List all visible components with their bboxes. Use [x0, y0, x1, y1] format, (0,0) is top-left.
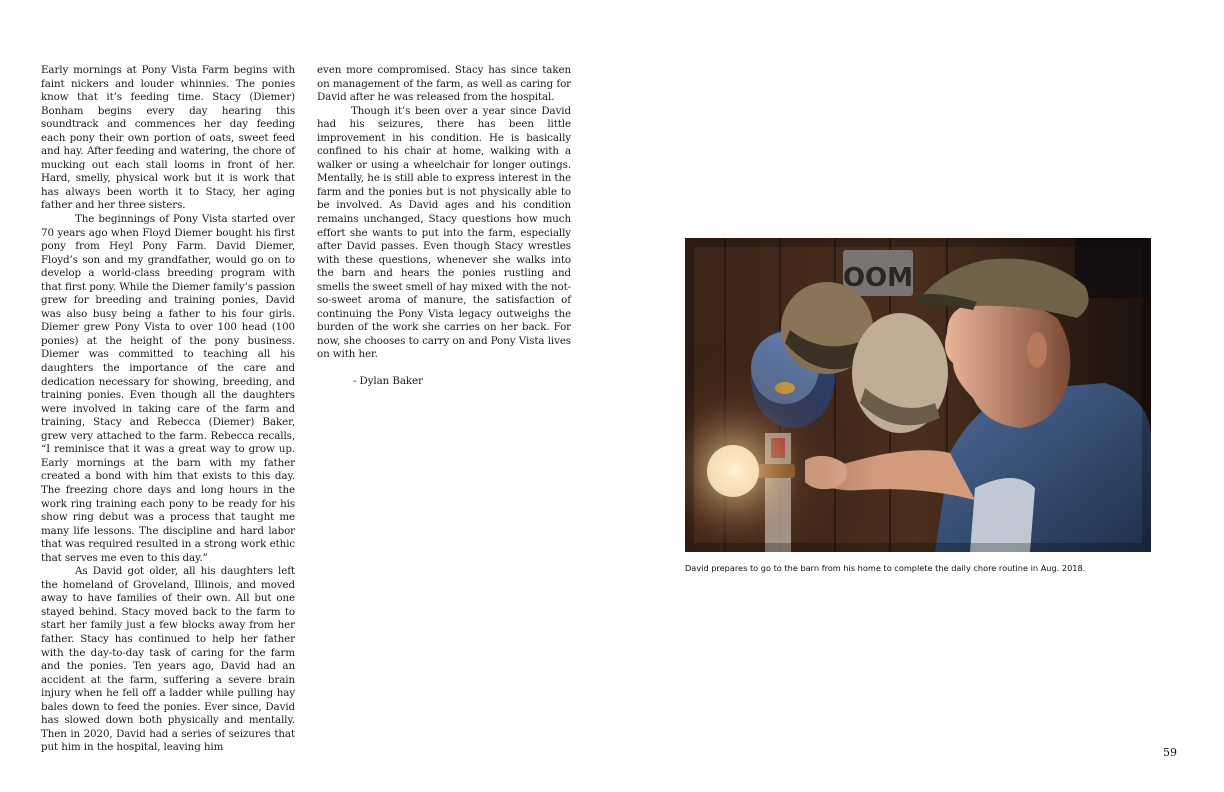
paragraph: Early mornings at Pony Vista Farm begins with faint nickers and louder whinnies. The ponies know that it’s feeding time. Stacy (Diemer) Bonham begins every day hearing this soundtrack and commences her day feeding each pony their own portion of oats, sweet feed and hay. After feeding and watering, the chore of mucking out each stall looms in front of her. Hard, smelly, physical work but it is work that has always been worth it to Stacy, her aging father and her three sisters. [41, 64, 295, 212]
article-column-2 [317, 64, 571, 389]
photo-illustration [685, 238, 1151, 552]
paragraph: even more compromised. Stacy has since taken on management of the farm, as well as caring for David after he was released from the hospital. [317, 64, 571, 104]
paragraph: As David got older, all his daughters left the homeland of Groveland, Illinois, and moved away to have families of their own. All but one stayed behind. Stacy moved back to the farm to start her family just a few blocks away from her father. Stacy has continued to help her father with the day-to-day task of caring for the farm and the ponies. Ten years ago, David had an accident at the farm, suffering a severe brain injury when he fell off a ladder while pulling hay bales down to feed the ponies. Ever since, David has slowed down both physically and mentally. Then in 2020, David had a series of seizures that put him in the hospital, leaving him [41, 565, 295, 754]
paragraph: Though it’s been over a year since David had his seizures, there has been little improvement in his condition. He is basically confined to his chair at home, walking with a walker or using a wheelchair for longer outings. Mentally, he is still able to express interest in the farm and the ponies but is not physically able to be involved. As David ages and his condition remains unchanged, Stacy questions how much effort she wants to put into the farm, especially after David passes. Even though Stacy wrestles with these questions, whenever she walks into the barn and hears the ponies rustling and smells the sweet smell of hay mixed with the not-so-sweet aroma of manure, the satisfaction of continuing the Pony Vista legacy outweighs the burden of the work she carries on her back. For now, she chooses to carry on and Pony Vista lives on with her. [317, 104, 571, 361]
page-number: 59 [1163, 746, 1177, 759]
author-signature: - Dylan Baker [353, 375, 423, 388]
photo-caption: David prepares to go to the barn from his home to complete the daily chore routine in Aug. 2018. [685, 563, 1086, 573]
paragraph: The beginnings of Pony Vista started over 70 years ago when Floyd Diemer bought his first pony from Heyl Pony Farm. David Diemer, Floyd’s son and my grandfather, would go on to develop a world-class breeding program with that first pony. While the Diemer family’s passion grew for breeding and training ponies, David was also busy being a father to his four girls. Diemer grew Pony Vista to over 100 head (100 ponies) at the height of the pony business. Diemer was committed to teaching all his daughters the importance of the care and dedication necessary for showing, breeding, and training ponies. Even though all the daughters were involved in taking care of the farm and training, Stacy and Rebecca (Diemer) Baker, grew very attached to the farm. Rebecca recalls, “I reminisce that it was a great way to grow up. Early mornings at the barn with my father created a bond with him that exists to this day. The freezing chore days and long hours in the work ring training each pony to be ready for his show ring debut was a process that taught me many life lessons. The discipline and hard labor that was required resulted in a strong work ethic that serves me even to this day.” [41, 213, 295, 564]
article-column-1 [41, 64, 295, 755]
photo-man-with-lightbulb [685, 238, 1151, 552]
